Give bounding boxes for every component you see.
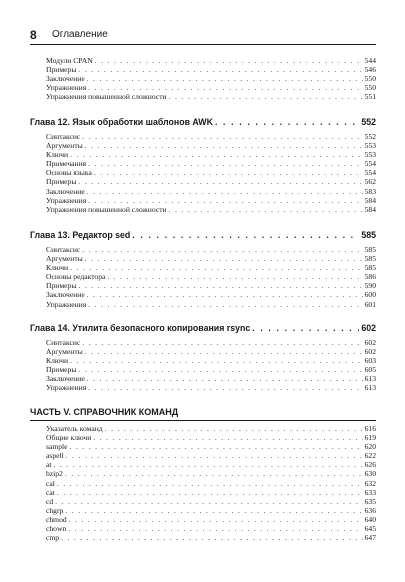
toc-entry-title: cd: [46, 496, 54, 506]
toc-entry-title: cat: [46, 487, 55, 497]
toc-entry-page: 553: [364, 141, 376, 151]
toc-entry-page: 613: [364, 374, 376, 384]
chapter-page: 585: [361, 230, 376, 240]
dot-leader: [78, 65, 362, 74]
dot-leader: [105, 424, 363, 433]
dot-leader: [88, 300, 362, 309]
toc-entry: [30, 205, 376, 214]
toc-entry: [30, 263, 376, 272]
toc-entry-title: Ключи: [46, 150, 69, 160]
toc-entry: [30, 187, 376, 196]
toc-entry-title: Упражнения: [46, 83, 87, 93]
toc-entry-page: 585: [364, 263, 376, 273]
toc-entry-title: bzip2: [46, 469, 63, 479]
toc-entry: [30, 365, 376, 374]
toc-entry: [30, 65, 376, 74]
toc-entry-page: 584: [364, 195, 376, 205]
dot-leader: [70, 356, 362, 365]
dot-leader: [215, 115, 359, 129]
toc-entry: [30, 383, 376, 392]
toc-entry: [30, 347, 376, 356]
toc-entry: [30, 497, 376, 506]
toc-entry-title: Примеры: [46, 281, 77, 291]
dot-leader: [65, 469, 363, 478]
dot-leader: [85, 141, 363, 150]
dot-leader: [169, 92, 363, 101]
toc-entry-title: Основы языка: [46, 168, 92, 178]
toc-entry-page: 586: [364, 272, 376, 282]
toc-entry-page: 544: [364, 56, 376, 65]
toc-entry: [30, 177, 376, 186]
toc-entry-title: Заключение: [46, 290, 85, 300]
dot-leader: [87, 374, 363, 383]
toc-entry: [30, 56, 376, 65]
toc-entry-page: 619: [364, 433, 376, 443]
toc-entry: [30, 451, 376, 460]
toc-entry-page: 645: [364, 524, 376, 534]
toc-entry-page: 647: [364, 533, 376, 543]
dot-leader: [78, 281, 362, 290]
dot-leader: [95, 56, 363, 65]
header-rule: [30, 44, 376, 45]
toc-entry-title: Заключение: [46, 186, 85, 196]
toc-entry-page: 590: [364, 281, 376, 291]
running-title: Оглавление: [52, 29, 108, 40]
toc-entry: [30, 515, 376, 524]
dot-leader: [78, 365, 362, 374]
toc-entry-title: Ключи: [46, 356, 69, 366]
toc-entry: [30, 245, 376, 254]
dot-leader: [87, 74, 363, 83]
toc-entry-page: 553: [364, 150, 376, 160]
toc-entry: [30, 479, 376, 488]
toc-entry-page: 630: [364, 469, 376, 479]
toc-entry-page: 632: [364, 478, 376, 488]
dot-leader: [70, 150, 362, 159]
chapter-title: Глава 12. Язык обработки шаблонов AWK: [30, 117, 213, 127]
dot-leader: [132, 228, 359, 242]
toc-entry: [30, 254, 376, 263]
toc-entry: [30, 533, 376, 542]
toc-entry: [30, 460, 376, 469]
dot-leader: [87, 187, 363, 196]
dot-leader: [88, 83, 362, 92]
toc-entry-page: 603: [364, 356, 376, 366]
dot-leader: [78, 177, 362, 186]
toc-entry-title: chmod: [46, 514, 67, 524]
toc-entry: [30, 92, 376, 101]
dot-leader: [94, 168, 363, 177]
toc-entry-page: 601: [364, 299, 376, 309]
toc-entry-page: 602: [364, 347, 376, 357]
toc-entry-title: Общие ключи: [46, 433, 92, 443]
toc-entry-title: chgrp: [46, 505, 64, 515]
toc-entry: [30, 524, 376, 533]
toc-entry: [30, 281, 376, 290]
chapter-page: 602: [361, 323, 376, 333]
page-number: 8: [30, 28, 37, 42]
toc-entry: [30, 196, 376, 205]
chapter-title: Глава 14. Утилита безопасного копирования rsync: [30, 323, 251, 333]
dot-leader: [169, 205, 363, 214]
dot-leader: [107, 272, 362, 281]
toc-entry: [30, 141, 376, 150]
toc-section-ch12: [30, 115, 376, 214]
toc-entry-title: Заключение: [46, 74, 85, 84]
toc-entry: [30, 374, 376, 383]
part-title: ЧАСТЬ V. СПРАВОЧНИК КОМАНД: [30, 407, 179, 417]
toc-entry-title: Упражнения: [46, 299, 87, 309]
dot-leader: [85, 347, 363, 356]
toc-entry-page: 620: [364, 442, 376, 452]
dot-leader: [88, 383, 362, 392]
running-header: [30, 28, 376, 44]
toc-entry: [30, 424, 376, 433]
toc-entry-page: 635: [364, 496, 376, 506]
dot-leader: [87, 290, 363, 299]
toc-entry-title: Упражнения: [46, 383, 87, 393]
toc-entry: [30, 83, 376, 92]
toc-entry-title: Синтаксис: [46, 338, 81, 347]
dot-leader: [70, 263, 362, 272]
toc-entry-page: 583: [364, 186, 376, 196]
dot-leader: [82, 338, 362, 347]
toc-entry: [30, 159, 376, 168]
toc-entry-page: 626: [364, 460, 376, 470]
dot-leader: [70, 442, 363, 451]
part-rule: [30, 420, 376, 421]
toc-entry-title: at: [46, 460, 52, 470]
dot-leader: [88, 159, 362, 168]
toc-entry: [30, 290, 376, 299]
toc-entry-title: Аргументы: [46, 141, 83, 151]
toc-entry: [30, 356, 376, 365]
toc-entry-title: chown: [46, 524, 67, 534]
toc-entry-title: cmp: [46, 533, 60, 543]
toc-entry-title: cal: [46, 478, 55, 488]
toc-entry-title: sample: [46, 442, 68, 452]
chapter-heading: [30, 321, 376, 338]
toc-entry-title: Аргументы: [46, 347, 83, 357]
toc-entry-title: Примеры: [46, 365, 77, 375]
toc-entry: [30, 168, 376, 177]
toc-entry: [30, 150, 376, 159]
dot-leader: [61, 533, 363, 542]
toc-entry-title: Модули CPAN: [46, 56, 93, 65]
toc-entry: [30, 506, 376, 515]
toc-entry: [30, 488, 376, 497]
toc-entry-title: Упражнения: [46, 195, 87, 205]
toc-entry-title: Упражнения повышенной сложности: [46, 92, 167, 102]
toc-entry-title: Примечания: [46, 159, 87, 169]
toc-entry: [30, 300, 376, 309]
toc-entry: [30, 433, 376, 442]
toc-entry-title: Синтаксис: [46, 245, 81, 254]
dot-leader: [65, 506, 362, 515]
toc-entry-page: 605: [364, 365, 376, 375]
toc-entry-page: 585: [364, 245, 376, 254]
dot-leader: [93, 433, 362, 442]
toc-entry-page: 633: [364, 487, 376, 497]
toc-section-ch14: [30, 321, 376, 393]
toc-entry-page: 584: [364, 204, 376, 214]
dot-leader: [82, 132, 362, 141]
toc-entry-page: 546: [364, 65, 376, 75]
chapter-heading: [30, 115, 376, 132]
toc-entry-title: Ключи: [46, 263, 69, 273]
toc-part-v: [30, 405, 376, 542]
chapter-title: Глава 13. Редактор sed: [30, 230, 131, 240]
toc-entry: [30, 442, 376, 451]
toc-entry-page: 554: [364, 168, 376, 178]
toc-entry: [30, 272, 376, 281]
dot-leader: [57, 479, 363, 488]
toc-section-ch13: [30, 228, 376, 309]
toc-entry-page: 550: [364, 83, 376, 93]
toc-entry-page: 622: [364, 451, 376, 461]
dot-leader: [69, 515, 363, 524]
toc-section-cont: [30, 56, 376, 101]
toc-entry-page: 640: [364, 514, 376, 524]
toc-entry-title: Аргументы: [46, 254, 83, 264]
dot-leader: [252, 321, 359, 335]
toc-entry-page: 616: [364, 424, 376, 433]
toc-entry-title: Заключение: [46, 374, 85, 384]
toc-entry-page: 552: [364, 132, 376, 141]
chapter-page: 552: [361, 117, 376, 127]
toc-entry: [30, 132, 376, 141]
dot-leader: [57, 488, 363, 497]
toc-entry-title: Упражнения повышенной сложности: [46, 204, 167, 214]
toc-entry-page: 554: [364, 159, 376, 169]
toc-entry-title: aspell: [46, 451, 64, 461]
toc-entry-page: 602: [364, 338, 376, 347]
dot-leader: [53, 460, 362, 469]
toc-entry-page: 550: [364, 74, 376, 84]
dot-leader: [68, 524, 362, 533]
dot-leader: [85, 254, 363, 263]
dot-leader: [82, 245, 362, 254]
toc-entry-title: Примеры: [46, 65, 77, 75]
dot-leader: [88, 196, 362, 205]
dot-leader: [66, 451, 363, 460]
toc-entry-page: 562: [364, 177, 376, 187]
dot-leader: [55, 497, 362, 506]
toc-entry-title: Синтаксис: [46, 132, 81, 141]
toc-entry: [30, 74, 376, 83]
toc-entry-title: Указатель команд: [46, 424, 103, 433]
toc-entry-page: 585: [364, 254, 376, 264]
toc-entry: [30, 469, 376, 478]
toc-entry-page: 551: [364, 92, 376, 102]
toc-entry-title: Примеры: [46, 177, 77, 187]
toc-entry-page: 600: [364, 290, 376, 300]
toc-entry-title: Основы редактора: [46, 272, 106, 282]
chapter-heading: [30, 228, 376, 245]
toc-entry-page: 613: [364, 383, 376, 393]
toc-entry: [30, 338, 376, 347]
toc-entry-page: 636: [364, 505, 376, 515]
